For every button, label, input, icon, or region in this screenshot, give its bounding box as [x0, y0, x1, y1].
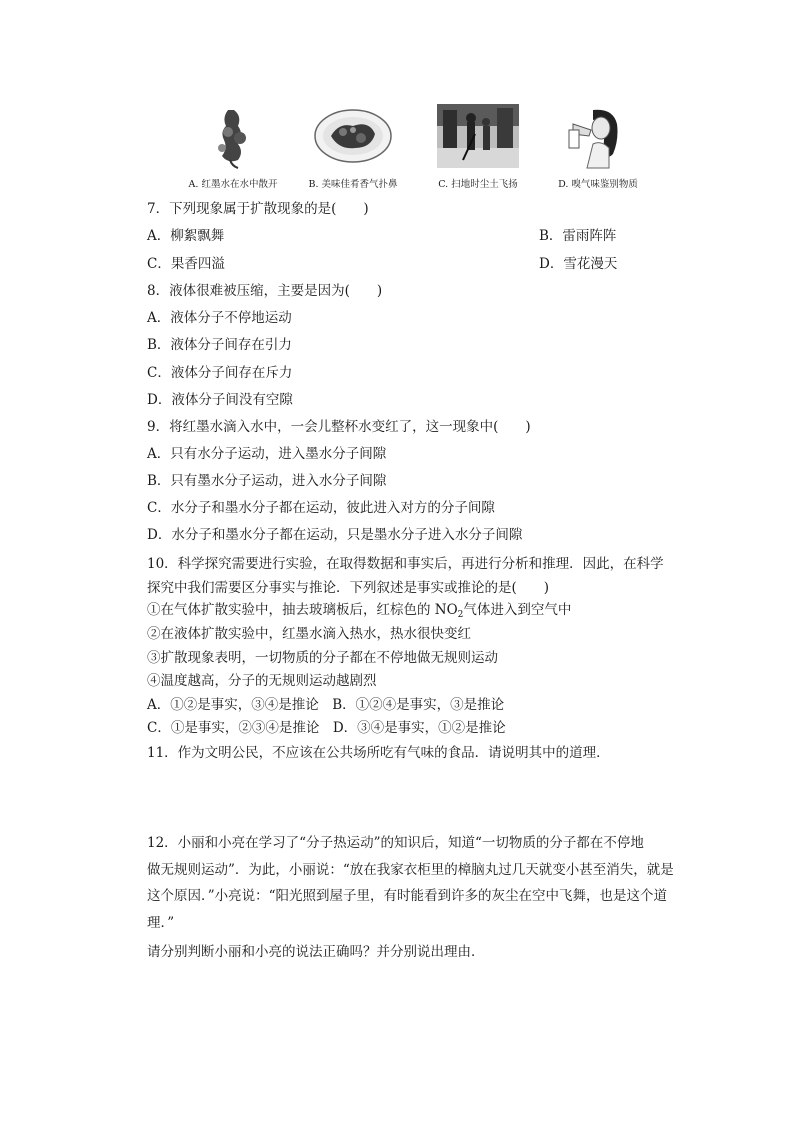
food-plate-icon — [313, 104, 393, 172]
q7-option-b: B．雷雨阵阵 — [539, 228, 617, 244]
q7-option-d: D．雪花漫天 — [539, 256, 618, 272]
q10-statement-4: ④温度越高，分子的无规则运动越剧烈 — [147, 673, 377, 689]
q11-stem: 11．作为文明公民，不应该在公共场所吃有气味的食品．请说明其中的道理． — [147, 745, 610, 761]
q7-option-a: A．柳絮飘舞 — [147, 228, 225, 244]
q8-option-a: A．液体分子不停地运动 — [147, 310, 292, 326]
q8-option-d: D．液体分子间没有空隙 — [147, 392, 293, 408]
q9-stem: 9．将红墨水滴入水中，一会儿整杯水变红了，这一现象中( ) — [147, 419, 531, 435]
q10-statement-1-post: 气体进入到空气中 — [463, 602, 572, 618]
caption-c: C. 扫地时尘土飞扬 — [438, 179, 518, 190]
picture-b — [298, 104, 408, 194]
q10-statement-1 — [147, 601, 571, 624]
q9-option-a: A．只有水分子运动，进入墨水分子间隙 — [147, 446, 387, 462]
sweeping-icon — [437, 104, 519, 168]
q8-stem: 8．液体很难被压缩，主要是因为( ) — [147, 283, 383, 299]
q12-line3: 这个原因．”小亮说：“阳光照到屋子里，有时能看到许多的灰尘在空中飞舞，也是这个道 — [147, 888, 668, 904]
picture-d — [543, 104, 653, 194]
q10-options-ab: A．①②是事实，③④是推论 B．①②④是事实，③是推论 — [147, 697, 505, 713]
q12-line5: 请分别判断小丽和小亮的说法正确吗？并分别说出理由． — [147, 944, 485, 960]
q10-stem-line1: 10．科学探究需要进行实验，在取得数据和事实后，再进行分析和推理．因此，在科学 — [147, 556, 664, 572]
q9-option-b: B．只有墨水分子运动，进入水分子间隙 — [147, 473, 387, 489]
caption-b: B. 美味佳肴香气扑鼻 — [308, 179, 398, 190]
q10-statement-3: ③扩散现象表明，一切物质的分子都在不停地做无规则运动 — [147, 650, 498, 666]
ink-drop-icon — [198, 104, 268, 172]
q7-option-c: C．果香四溢 — [147, 256, 225, 272]
picture-a — [178, 104, 288, 194]
q8-option-b: B．液体分子间存在引力 — [147, 337, 292, 353]
smelling-icon — [563, 104, 633, 172]
picture-c — [423, 104, 533, 194]
q10-statement-2: ②在液体扩散实验中，红墨水滴入热水，热水很快变红 — [147, 626, 471, 642]
q12-line4: 理．” — [147, 915, 175, 931]
q10-statement-1-subscript: 2 — [457, 610, 464, 620]
q12-line2: 做无规则运动”．为此，小丽说：“放在我家衣柜里的樟脑丸过几天就变小甚至消失，就是 — [147, 862, 674, 878]
q9-option-d: D．水分子和墨水分子都在运动，只是墨水分子进入水分子间隙 — [147, 527, 523, 543]
caption-a: A. 红墨水在水中散开 — [188, 179, 278, 190]
q12-line1: 12．小丽和小亮在学习了“分子热运动”的知识后，知道“一切物质的分子都在不停地 — [147, 835, 644, 851]
q10-statement-1-pre: ①在气体扩散实验中，抽去玻璃板后，红棕色的 NO — [147, 602, 458, 618]
q10-stem-line2: 探究中我们需要区分事实与推论．下列叙述是事实或推论的是( ) — [147, 580, 550, 596]
q7-stem: 7．下列现象属于扩散现象的是( ) — [147, 201, 369, 217]
q10-options-cd: C．①是事实，②③④是推论 D．③④是事实，①②是推论 — [147, 720, 506, 736]
q9-option-c: C．水分子和墨水分子都在运动，彼此进入对方的分子间隙 — [147, 500, 495, 516]
caption-d: D. 嗅气味鉴别物质 — [558, 179, 638, 190]
picture-row — [178, 104, 648, 194]
q8-option-c: C．液体分子间存在斥力 — [147, 365, 293, 381]
